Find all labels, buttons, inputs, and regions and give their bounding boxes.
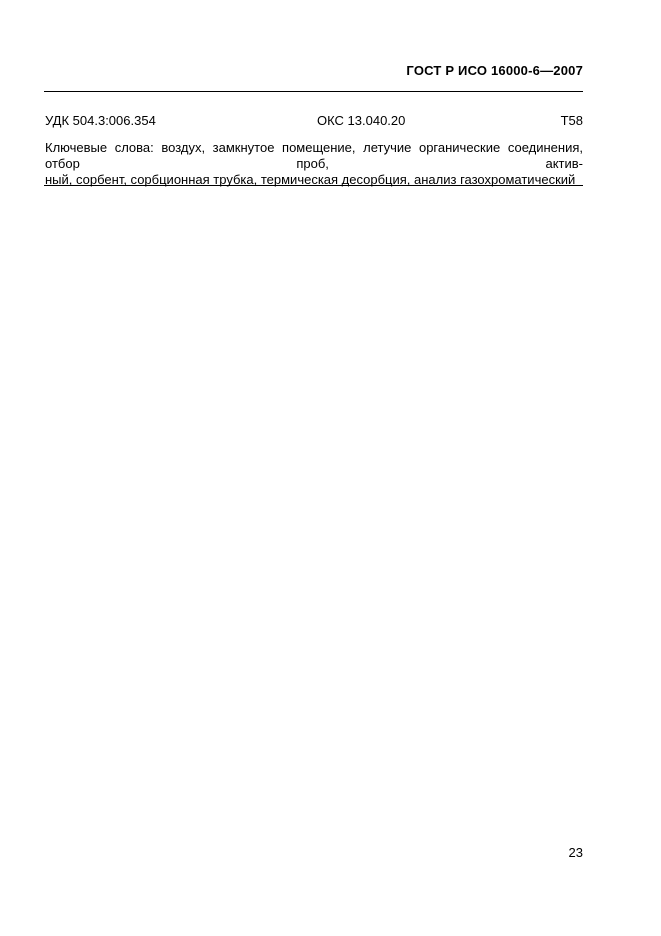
document-header-title: ГОСТ Р ИСО 16000-6—2007 [406, 63, 583, 78]
keywords-line: Ключевые слова: воздух, замкнутое помещение, летучие органические соединения, отбор проб, актив- [45, 140, 583, 171]
keywords-line: ный, сорбент, сорбционная трубка, термическая десорбция, анализ газохроматический [45, 172, 576, 187]
keywords-paragraph [45, 140, 583, 188]
udk-number: УДК 504.3:006.354 [45, 113, 156, 128]
oks-number: ОКС 13.040.20 [317, 113, 406, 128]
footer-rule [44, 185, 583, 186]
classification-row [0, 113, 661, 129]
header-rule [44, 91, 583, 92]
classification-code: Т58 [560, 113, 583, 128]
page-number: 23 [568, 845, 583, 860]
